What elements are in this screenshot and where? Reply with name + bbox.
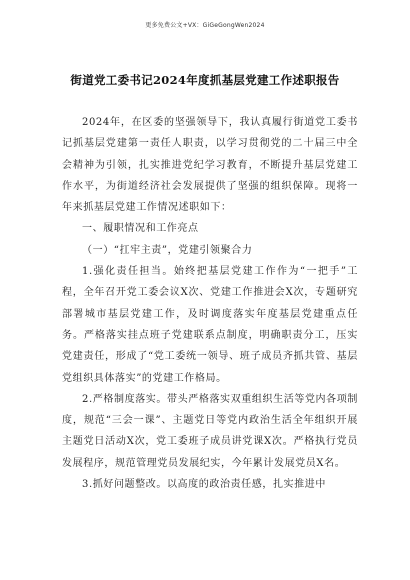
intro-paragraph: 2024年，在区委的坚强领导下，我认真履行街道党工委书记抓基层党建第一责任人职责，以学习贯彻党的二十届三中全会精神为引领，扎实推进党纪学习教育，不断提升基层党建工作水平，为街道经济社会发展提供了坚强的组织保障。现将一年来抓基层党建工作情况述职如下： (62, 117, 358, 214)
section-heading-1: 一、履职情况和工作亮点 (82, 223, 199, 235)
item-paragraph-2: 2.严格制度落实。带头严格落实双重组织生活等党内各项制度，规范“三会一课”、主题党日等党内政治生活全年组织开展主题党日活动X次，党工委班子成员讲党课X次。严格执行党员发展程序，规范管理党员发展纪实，今年累计发展党员X名。 (62, 393, 358, 469)
header-note: 更多免费公文+VX：GiGeGongWen2024 (145, 22, 265, 29)
subsection-heading-1: （一）“扛牢主责”，党建引领聚合力 (82, 244, 253, 256)
document-body (62, 112, 358, 495)
item-paragraph-3: 3.抓好问题整改。以高度的政治责任感，扎实推进中 (82, 479, 326, 491)
document-title: 街道党工委书记2024年度抓基层党建工作述职报告 (70, 73, 340, 87)
item-paragraph-1: 1.强化责任担当。始终把基层党建工作作为“一把手”工程，全年召开党工委会议X次、党建工作推进会X次，专题研究部署城市基层党建工作，及时调度落实年度基层党建重点任务。严格落实挂点班子党建联系点制度，明确职责分工，压实党建责任，形成了“党工委统一领导、班子成员齐抓共管、基层党组织具体落实”的党建工作格局。 (62, 266, 358, 384)
